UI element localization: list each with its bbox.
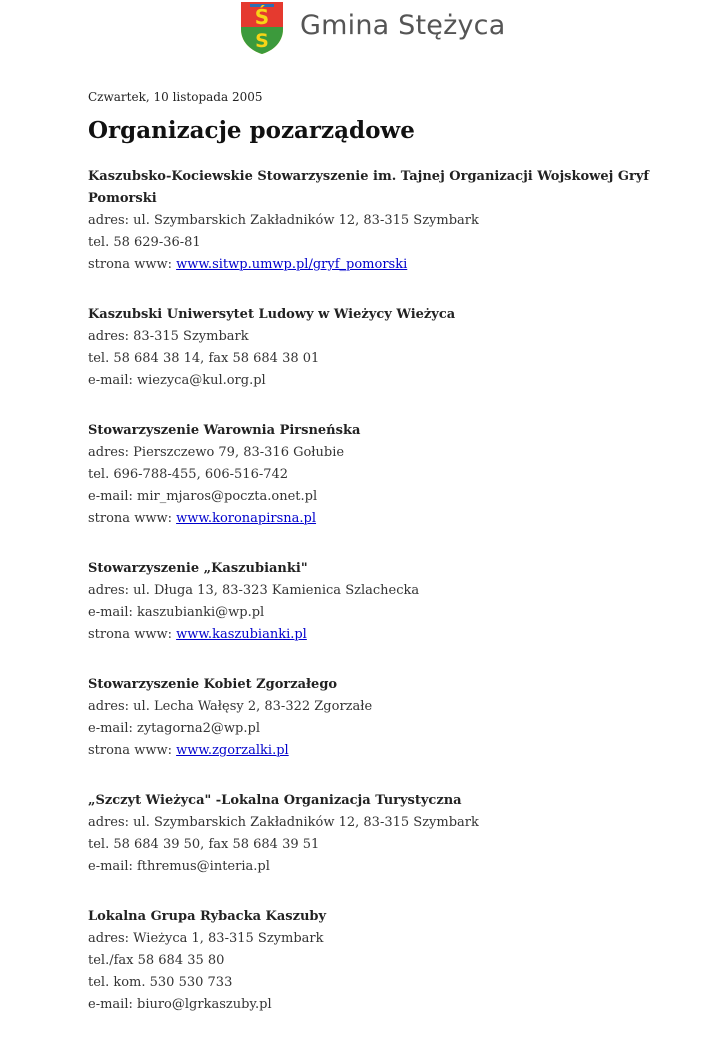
organization-detail-line — [88, 464, 698, 486]
organization-name: Kaszubsko-Kociewskie Stowarzyszenie im. Tajnej Organizacji Wojskowej Gryf Pomorski — [88, 169, 649, 206]
organization-detail-line — [88, 624, 698, 646]
organization-name: Kaszubski Uniwersytet Ludowy w Wieżycy Wieżyca — [88, 307, 456, 322]
organization-name: Stowarzyszenie Kobiet Zgorzałego — [88, 677, 338, 692]
crest-letter-top: Ś — [254, 5, 270, 29]
website-link[interactable]: www.koronapirsna.pl — [176, 511, 317, 526]
detail-text: strona www: — [88, 743, 177, 758]
detail-text: tel. 58 684 39 50, fax 58 684 39 51 — [88, 837, 320, 852]
organization-detail-line — [88, 508, 698, 530]
detail-text: adres: ul. Lecha Wałęsy 2, 83-322 Zgorzałe — [88, 699, 373, 714]
page-title: Organizacje pozarządowe — [88, 117, 415, 144]
organization-detail-line — [88, 326, 698, 348]
organization-detail-line — [88, 718, 698, 740]
organization-list — [88, 166, 698, 1016]
detail-text: e-mail: mir_mjaros@poczta.onet.pl — [88, 489, 318, 504]
organization-entry — [88, 166, 698, 276]
organization-detail-line — [88, 602, 698, 624]
organization-detail-line — [88, 972, 698, 994]
detail-text: strona www: — [88, 511, 177, 526]
organization-entry — [88, 304, 698, 392]
organization-detail-line — [88, 812, 698, 834]
detail-text: adres: 83-315 Szymbark — [88, 329, 249, 344]
organization-entry — [88, 558, 698, 646]
organization-name: Stowarzyszenie Warownia Pirsneńska — [88, 423, 361, 438]
detail-text: tel./fax 58 684 35 80 — [88, 953, 225, 968]
organization-detail-line — [88, 348, 698, 370]
organization-entry — [88, 674, 698, 762]
organization-name: Stowarzyszenie „Kaszubianki" — [88, 561, 308, 576]
organization-detail-line — [88, 928, 698, 950]
detail-text: strona www: — [88, 257, 177, 272]
organization-detail-line — [88, 210, 698, 232]
organization-detail-line — [88, 950, 698, 972]
detail-text: adres: Wieżyca 1, 83-315 Szymbark — [88, 931, 324, 946]
organization-detail-line — [88, 834, 698, 856]
organization-entry — [88, 420, 698, 530]
detail-text: e-mail: fthremus@interia.pl — [88, 859, 270, 874]
organization-detail-line — [88, 994, 698, 1016]
organization-entry — [88, 906, 698, 1016]
detail-text: e-mail: wiezyca@kul.org.pl — [88, 373, 266, 388]
organization-detail-line — [88, 486, 698, 508]
organization-detail-line — [88, 370, 698, 392]
detail-text: tel. 58 684 38 14, fax 58 684 38 01 — [88, 351, 320, 366]
article — [88, 89, 698, 1044]
organization-name: Lokalna Grupa Rybacka Kaszuby — [88, 909, 327, 924]
crest-letter-bottom: S — [255, 30, 269, 52]
organization-detail-line — [88, 442, 698, 464]
detail-text: adres: ul. Długa 13, 83-323 Kamienica Szlachecka — [88, 583, 420, 598]
detail-text: e-mail: biuro@lgrkaszuby.pl — [88, 997, 272, 1012]
page-header — [0, 0, 725, 58]
detail-text: strona www: — [88, 627, 177, 642]
website-link[interactable]: www.sitwp.umwp.pl/gryf_pomorski — [176, 257, 408, 272]
detail-text: adres: ul. Szymbarskich Zakładników 12, 83-315 Szymbark — [88, 213, 479, 228]
detail-text: e-mail: zytagorna2@wp.pl — [88, 721, 260, 736]
site-logo[interactable] — [240, 1, 505, 55]
organization-detail-line — [88, 696, 698, 718]
detail-text: tel. 58 629-36-81 — [88, 235, 201, 250]
coat-of-arms-icon — [240, 1, 284, 55]
organization-detail-line — [88, 232, 698, 254]
organization-detail-line — [88, 580, 698, 602]
organization-name: „Szczyt Wieżyca" -Lokalna Organizacja Turystyczna — [88, 793, 462, 808]
organization-detail-line — [88, 856, 698, 878]
organization-detail-line — [88, 740, 698, 762]
article-date: Czwartek, 10 listopada 2005 — [88, 90, 263, 104]
website-link[interactable]: www.kaszubianki.pl — [176, 627, 307, 642]
detail-text: tel. kom. 530 530 733 — [88, 975, 233, 990]
detail-text: adres: ul. Szymbarskich Zakładników 12, 83-315 Szymbark — [88, 815, 479, 830]
detail-text: tel. 696-788-455, 606-516-742 — [88, 467, 289, 482]
detail-text: adres: Pierszczewo 79, 83-316 Gołubie — [88, 445, 345, 460]
brand-name: Gmina Stężyca — [300, 9, 506, 41]
organization-entry — [88, 790, 698, 878]
organization-detail-line — [88, 254, 698, 276]
detail-text: e-mail: kaszubianki@wp.pl — [88, 605, 265, 620]
website-link[interactable]: www.zgorzalki.pl — [176, 743, 289, 758]
